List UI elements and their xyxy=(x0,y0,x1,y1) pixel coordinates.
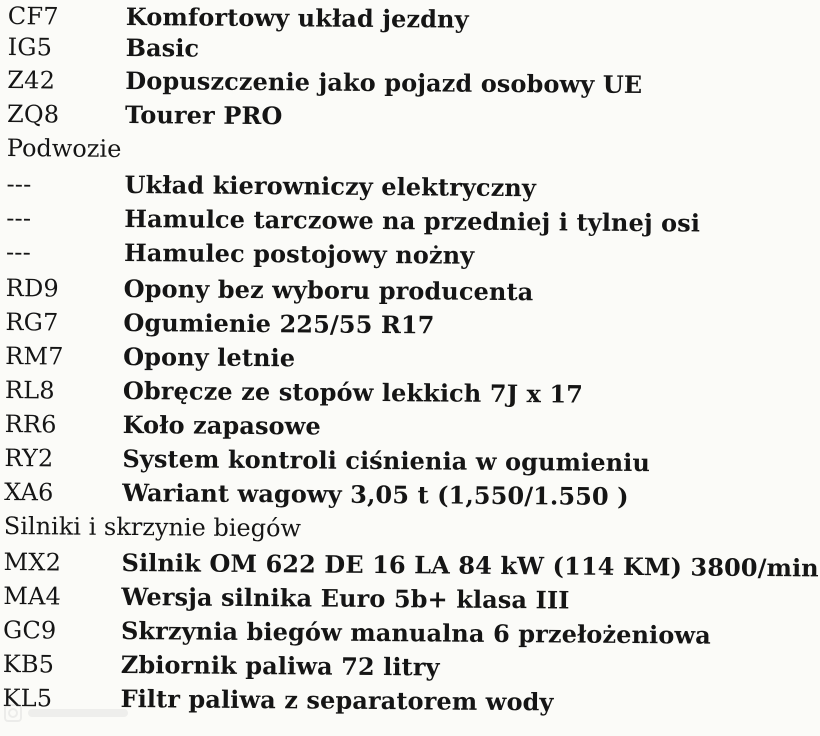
option-code: RL8 xyxy=(5,374,105,407)
option-description: Hamulce tarczowe na przedniej i tylnej osi xyxy=(124,203,700,240)
option-description: System kontroli ciśnienia w ogumieniu xyxy=(122,443,650,479)
option-description: Ogumienie 225/55 R17 xyxy=(123,307,434,341)
option-description: Zbiornik paliwa 72 litry xyxy=(121,649,440,684)
option-description: Tourer PRO xyxy=(125,99,283,132)
section-heading-engines-gearboxes: Silniki i skrzynie biegów xyxy=(4,510,301,544)
option-code: RY2 xyxy=(4,442,104,475)
option-code: IG5 xyxy=(8,31,108,64)
option-description: Filtr paliwa z separatorem wody xyxy=(120,683,553,718)
option-description: Dopuszczenie jako pojazd osobowy UE xyxy=(125,65,642,101)
option-description: Basic xyxy=(126,32,200,65)
option-code: --- xyxy=(6,168,106,201)
option-description: Hamulec postojowy nożny xyxy=(124,237,475,272)
option-code: CF7 xyxy=(8,0,108,33)
option-description: Obręcze ze stopów lekkich 7J x 17 xyxy=(123,375,583,411)
option-code: KL5 xyxy=(2,682,102,715)
section-heading-chassis: Podwozie xyxy=(7,132,122,165)
option-description: Wersja silnika Euro 5b+ klasa III xyxy=(121,581,569,617)
option-code: ZQ8 xyxy=(7,98,107,131)
option-description: Wariant wagowy 3,05 t (1,550/1.550 ) xyxy=(122,477,629,513)
option-code: RG7 xyxy=(5,306,105,339)
option-code: MA4 xyxy=(3,580,103,613)
option-code: GC9 xyxy=(3,614,103,647)
option-description: Skrzynia biegów manualna 6 przełożeniowa xyxy=(121,615,711,652)
watermark-logo-icon xyxy=(4,702,136,724)
option-code: MX2 xyxy=(3,546,103,579)
option-code: --- xyxy=(6,236,106,269)
option-description: Opony letnie xyxy=(123,341,295,374)
option-code: KB5 xyxy=(3,648,103,681)
option-description: Układ kierowniczy elektryczny xyxy=(124,169,536,204)
option-description: Koło zapasowe xyxy=(123,409,321,443)
option-code: --- xyxy=(6,202,106,235)
option-description: Opony bez wyboru producenta xyxy=(124,273,534,308)
option-code: Z42 xyxy=(7,64,107,97)
option-code: XA6 xyxy=(4,476,104,509)
option-code: RR6 xyxy=(5,408,105,441)
option-description: Komfortowy układ jezdny xyxy=(126,1,469,36)
option-code: RD9 xyxy=(6,272,106,305)
option-description: Silnik OM 622 DE 16 LA 84 kW (114 KM) 3800/min xyxy=(121,547,818,584)
option-code: RM7 xyxy=(5,340,105,373)
